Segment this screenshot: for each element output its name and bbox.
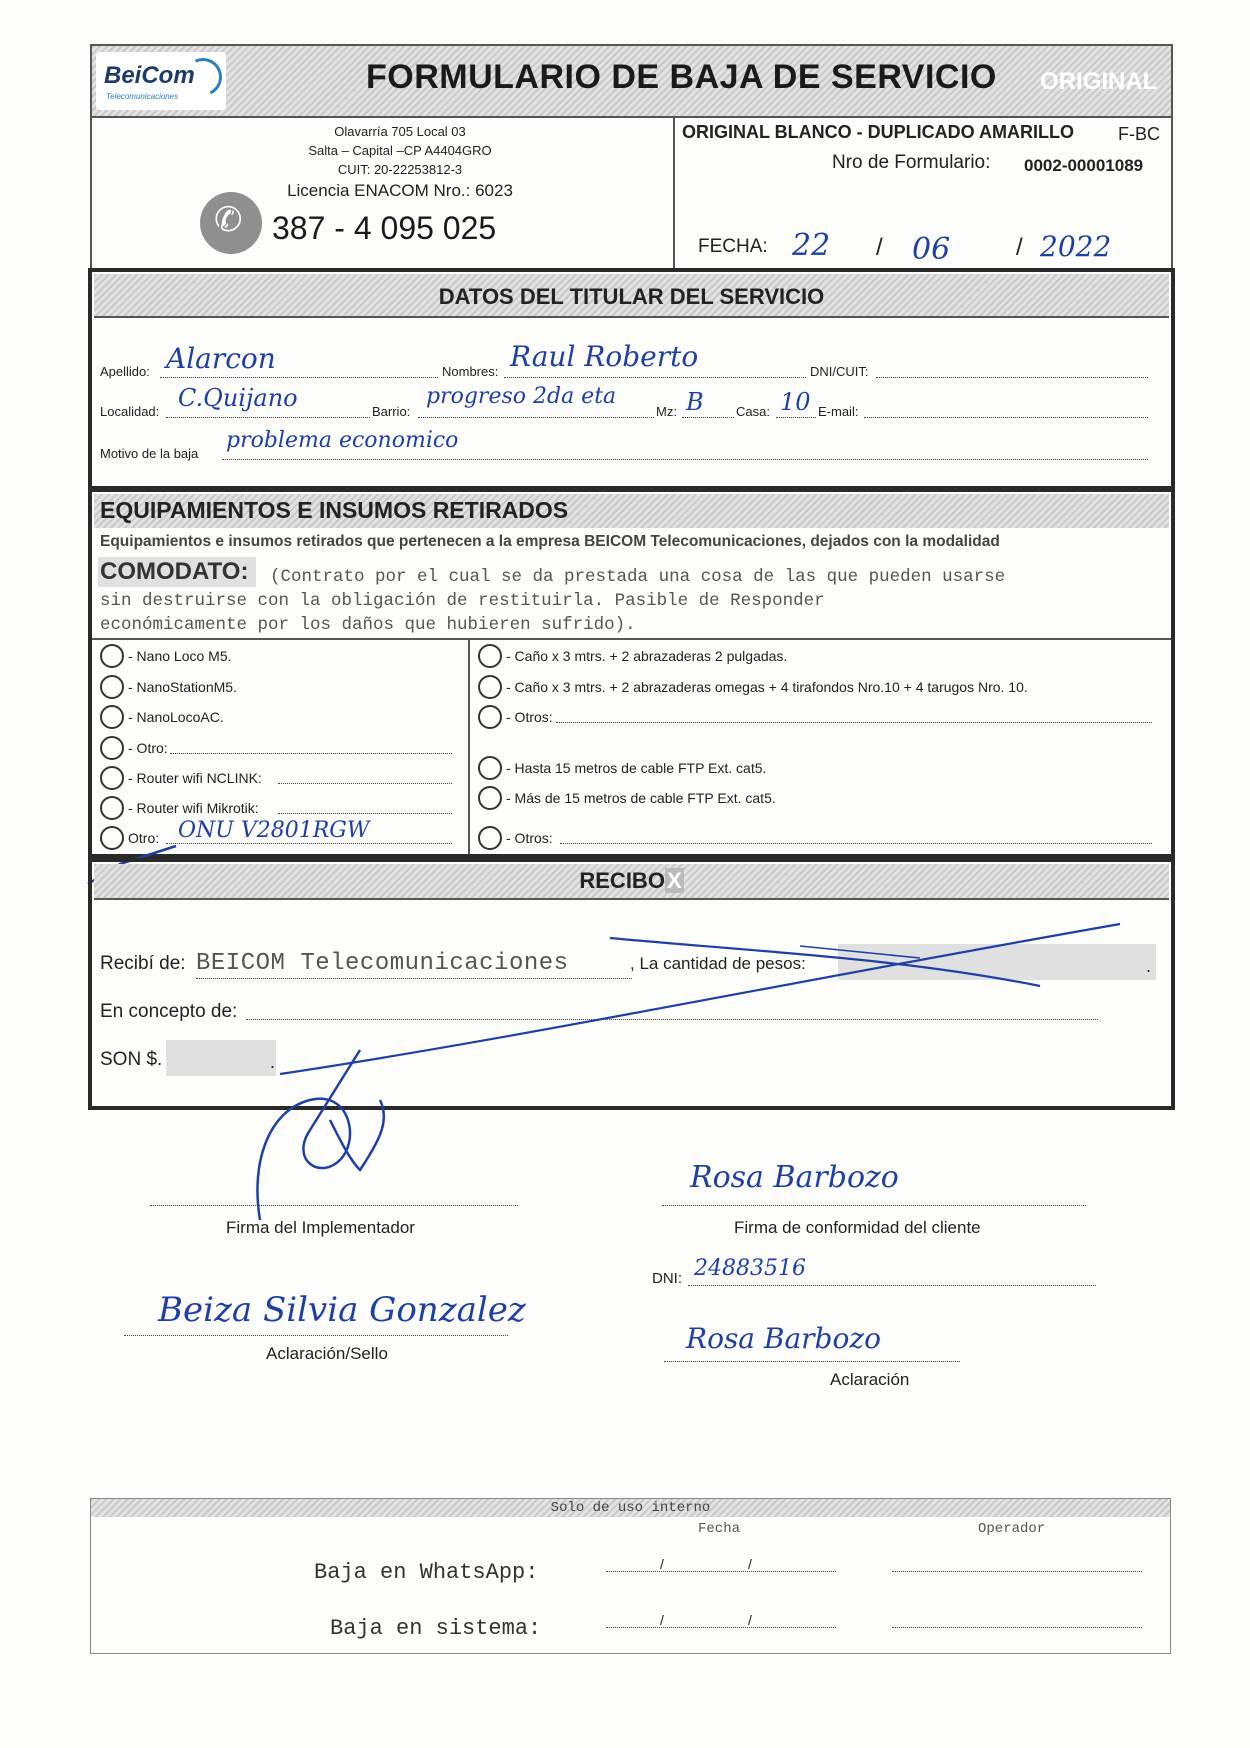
check-router-mikrotik[interactable] [100, 796, 259, 820]
check-cano-omegas[interactable] [478, 675, 1028, 699]
equipamientos-section-title: EQUIPAMIENTOS E INSUMOS RETIRADOS [100, 497, 569, 523]
check-nano-loco-m5[interactable] [100, 644, 232, 668]
checkbox-circle [478, 826, 502, 850]
nombres-label: Nombres: [442, 364, 499, 379]
whatsapp-phone-glyph: ✆ [214, 201, 243, 239]
mz-value: B [686, 388, 704, 416]
item-label: - Otros: [506, 709, 553, 725]
email-label: E-mail: [818, 404, 859, 419]
apellido-value: Alarcon [166, 342, 276, 375]
company-cuit: CUIT: 20-22253812-3 [337, 162, 463, 177]
copies-note: ORIGINAL BLANCO - DUPLICADO AMARILLO [682, 122, 1074, 142]
company-phone: 387 - 4 095 025 [272, 210, 497, 246]
equipamientos-grid-top [92, 638, 1171, 640]
cliente-signature: Rosa Barbozo [690, 1160, 899, 1195]
copy-label: ORIGINAL [1040, 68, 1158, 95]
interno-title: Solo de uso interno [550, 1500, 711, 1516]
baja-whatsapp-label: Baja en WhatsApp: [314, 1560, 539, 1585]
fecha-slash-2: / [1016, 234, 1023, 261]
form-code: F-BC [1118, 124, 1160, 144]
implementador-signature-line[interactable] [150, 1192, 518, 1206]
comodato-label: COMODATO: [100, 558, 249, 585]
fecha-month: 06 [912, 232, 951, 267]
item-label: - Nano Loco M5. [128, 648, 232, 664]
checkbox-circle [478, 756, 502, 780]
son-label: SON $. [100, 1049, 163, 1070]
dni-label: DNI: [652, 1270, 682, 1287]
cantidad-period: . [1146, 956, 1152, 976]
check-otro-1[interactable] [100, 736, 168, 760]
cliente-signature-line[interactable] [662, 1192, 1086, 1206]
check-nanostation-m5[interactable] [100, 675, 237, 699]
son-period: . [270, 1052, 276, 1072]
otros-2-field[interactable] [560, 830, 1152, 844]
checkbox-circle [100, 644, 124, 668]
recibi-label: Recibí de: [100, 953, 186, 974]
checkbox-circle [100, 736, 124, 760]
implementador-aclaracion: Beiza Silvia Gonzalez [158, 1290, 526, 1330]
fecha-label: FECHA: [698, 236, 768, 257]
implementador-label: Firma del Implementador [226, 1218, 415, 1237]
logo-text: BeiCom [104, 62, 195, 89]
checkbox-circle [478, 786, 502, 810]
barrio-value: progreso 2da eta [426, 384, 617, 409]
company-address [230, 122, 570, 200]
motivo-value: problema economico [226, 428, 459, 453]
form-title: FORMULARIO DE BAJA DE SERVICIO [366, 58, 997, 96]
interno-operador-header: Operador [978, 1521, 1046, 1537]
form-number-label: Nro de Formulario: [832, 152, 991, 173]
checkbox-circle [100, 675, 124, 699]
baja-whatsapp-slash-1: / [660, 1556, 664, 1572]
check-router-nclink[interactable] [100, 766, 262, 790]
barrio-label: Barrio: [372, 404, 411, 419]
cliente-label: Firma de conformidad del cliente [734, 1218, 981, 1237]
dni-cuit-label: DNI/CUIT: [810, 364, 869, 379]
checkbox-circle [100, 796, 124, 820]
header-band-bottom [92, 116, 1171, 118]
equipamientos-intro: Equipamientos e insumos retirados que pertenecen a la empresa BEICOM Telecomunicaciones, dejados con la modalidad [100, 533, 1000, 550]
interno-fecha-header: Fecha [698, 1521, 741, 1537]
concepto-label: En concepto de: [100, 1001, 238, 1022]
check-otros-1[interactable] [478, 705, 553, 729]
item-label: - NanoStationM5. [128, 679, 237, 695]
item-label: - NanoLocoAC. [128, 709, 224, 725]
address-line-2: Salta – Capital –CP A4404GRO [308, 143, 492, 158]
item-label: - Hasta 15 metros de cable FTP Ext. cat5. [506, 760, 767, 776]
nombres-value: Raul Roberto [510, 340, 699, 373]
item-label: Otro: [128, 830, 160, 846]
mz-label: Mz: [656, 404, 677, 419]
titular-section-title: DATOS DEL TITULAR DEL SERVICIO [438, 284, 825, 309]
localidad-value: C.Quijano [178, 384, 298, 412]
fecha-day: 22 [792, 228, 831, 263]
fecha-year: 2022 [1040, 230, 1112, 263]
item-label: - Otros: [506, 830, 553, 846]
baja-whatsapp-operador-field[interactable] [892, 1558, 1142, 1572]
dni-value: 24883516 [694, 1256, 806, 1281]
recibo-section-title: RECIBO [579, 868, 665, 893]
baja-sistema-slash-1: / [660, 1612, 664, 1628]
header-divider [673, 116, 675, 270]
router-nclink-field[interactable] [278, 770, 452, 784]
checkbox-circle [100, 705, 124, 729]
check-nanoloco-ac[interactable] [100, 705, 224, 729]
checkbox-circle [100, 766, 124, 790]
aclaracion-line[interactable] [664, 1348, 960, 1362]
recibo-title-group [92, 868, 1171, 894]
item-label: - Caño x 3 mtrs. + 2 abrazaderas omegas + 4 tirafondos Nro.10 + 4 tarugos Nro. 10. [506, 679, 1028, 695]
comodato-text-3: económicamente por los daños que hubieren sufrido). [100, 615, 636, 635]
check-cano-2-pulgadas[interactable] [478, 644, 787, 668]
item-label: - Otro: [128, 740, 168, 756]
checkbox-circle [478, 705, 502, 729]
logo-subtext: Telecomunicaciones [106, 92, 179, 101]
email-field[interactable] [864, 398, 1148, 418]
company-licencia: Licencia ENACOM Nro.: 6023 [287, 181, 513, 200]
baja-sistema-slash-2: / [748, 1612, 752, 1628]
aclaracion-sello-label: Aclaración/Sello [266, 1344, 388, 1363]
cliente-aclaracion: Rosa Barbozo [686, 1322, 881, 1355]
baja-whatsapp-fecha-field[interactable] [606, 1558, 836, 1572]
baja-sistema-fecha-field[interactable] [606, 1614, 836, 1628]
check-cable-mas-15m[interactable] [478, 786, 776, 810]
checkbox-circle [478, 644, 502, 668]
baja-whatsapp-slash-2: / [748, 1556, 752, 1572]
aclaracion-sello-line[interactable] [124, 1322, 508, 1336]
equipamientos-grid-divider [468, 638, 470, 854]
cantidad-label: , La cantidad de pesos: [630, 954, 806, 973]
apellido-label: Apellido: [100, 364, 150, 379]
item-label: - Router wifi NCLINK: [128, 770, 262, 786]
motivo-label: Motivo de la baja [100, 446, 199, 461]
address-line-1: Olavarría 705 Local 03 [334, 124, 466, 139]
check-otros-2[interactable] [478, 826, 553, 850]
otros-1-field[interactable] [556, 709, 1152, 723]
whatsapp-icon [200, 192, 262, 254]
recibi-value: BEICOM Telecomunicaciones [196, 950, 569, 977]
item-label: - Más de 15 metros de cable FTP Ext. cat5. [506, 790, 776, 806]
otro-1-field[interactable] [170, 740, 452, 754]
fecha-slash-1: / [876, 234, 883, 261]
item-label: - Router wifi Mikrotik: [128, 800, 259, 816]
checkbox-circle [478, 675, 502, 699]
comodato-text-1: (Contrato por el cual se da prestada una cosa de las que pueden usarse [270, 567, 1006, 587]
logo-swoosh [179, 53, 228, 102]
comodato-text-2: sin destruirse con la obligación de restituirla. Pasible de Responder [100, 591, 825, 611]
casa-value: 10 [780, 388, 811, 416]
baja-sistema-operador-field[interactable] [892, 1614, 1142, 1628]
baja-sistema-label: Baja en sistema: [330, 1616, 542, 1641]
aclaracion-label: Aclaración [830, 1370, 910, 1389]
check-cable-hasta-15m[interactable] [478, 756, 766, 780]
otro-2-value: ONU V2801RGW [178, 818, 370, 843]
item-label: - Caño x 3 mtrs. + 2 abrazaderas 2 pulgadas. [506, 648, 788, 664]
casa-label: Casa: [736, 404, 770, 419]
implementador-signature [240, 1040, 420, 1240]
localidad-label: Localidad: [100, 404, 160, 419]
company-logo [96, 52, 226, 110]
form-number: 0002-00001089 [1024, 156, 1144, 175]
dni-cuit-field[interactable] [876, 358, 1148, 378]
recibo-section-mark: X [666, 868, 682, 893]
router-mikrotik-field[interactable] [278, 800, 452, 814]
